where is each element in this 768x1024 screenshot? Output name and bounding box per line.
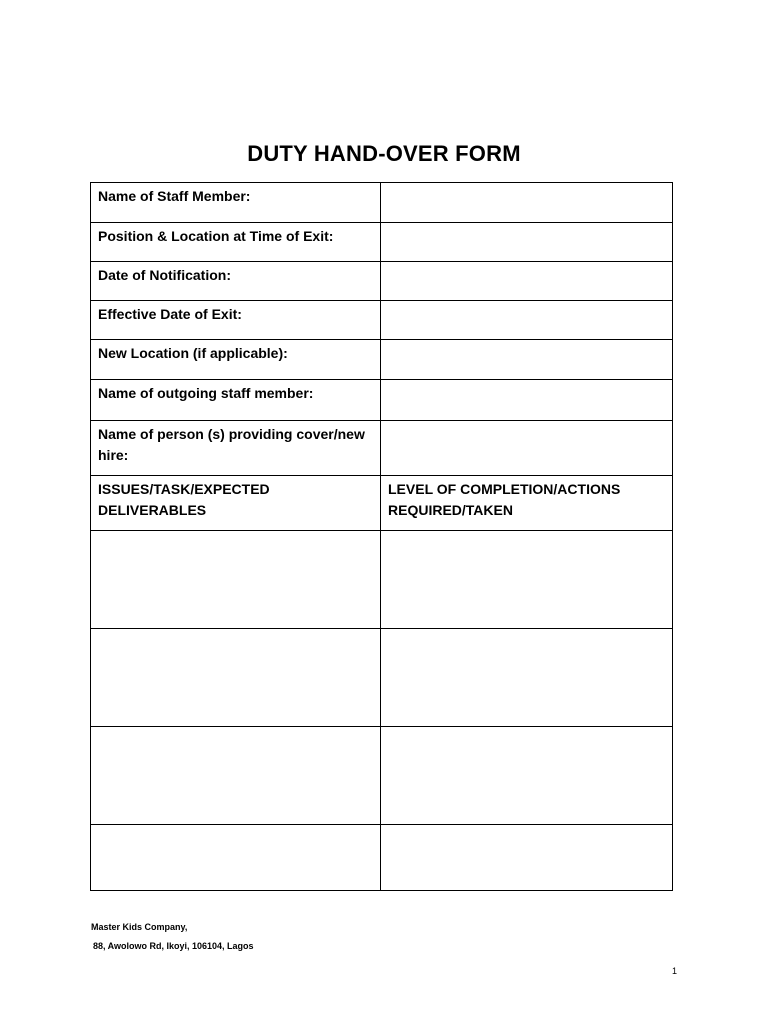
field-label: Name of person (s) providing cover/new hire: [91,421,381,476]
field-label: Date of Notification: [91,262,381,301]
column-header-completion: LEVEL OF COMPLETION/ACTIONS REQUIRED/TAKEN [381,476,673,531]
status-cell[interactable] [381,727,673,825]
footer-address: 88, Awolowo Rd, Ikoyi, 106104, Lagos [93,941,254,951]
field-row-notification-date [91,262,673,301]
field-label: Position & Location at Time of Exit: [91,223,381,262]
task-row [91,629,673,727]
field-row-cover-person [91,421,673,476]
field-value-cover-person[interactable] [381,421,673,476]
field-row-position-location [91,223,673,262]
field-value-outgoing-staff[interactable] [381,380,673,421]
column-header-issues: ISSUES/TASK/EXPECTED DELIVERABLES [91,476,381,531]
task-cell[interactable] [91,727,381,825]
status-cell[interactable] [381,629,673,727]
task-cell[interactable] [91,629,381,727]
task-row [91,531,673,629]
page-number: 1 [672,966,678,976]
field-row-exit-date [91,301,673,340]
field-row-outgoing-staff [91,380,673,421]
status-cell[interactable] [381,531,673,629]
task-row [91,727,673,825]
footer-company-name: Master Kids Company, [91,922,188,932]
field-label: Name of Staff Member: [91,183,381,223]
form-title: DUTY HAND-OVER FORM [247,141,521,166]
field-label: Effective Date of Exit: [91,301,381,340]
task-cell[interactable] [91,531,381,629]
field-row-staff-name [91,183,673,223]
status-cell[interactable] [381,825,673,891]
task-cell[interactable] [91,825,381,891]
field-row-new-location [91,340,673,380]
field-value-new-location[interactable] [381,340,673,380]
field-value-exit-date[interactable] [381,301,673,340]
field-value-position-location[interactable] [381,223,673,262]
field-label: New Location (if applicable): [91,340,381,380]
task-row [91,825,673,891]
field-value-staff-name[interactable] [381,183,673,223]
handover-form-table [90,182,673,891]
task-table-header-row [91,476,673,531]
field-label: Name of outgoing staff member: [91,380,381,421]
field-value-notification-date[interactable] [381,262,673,301]
